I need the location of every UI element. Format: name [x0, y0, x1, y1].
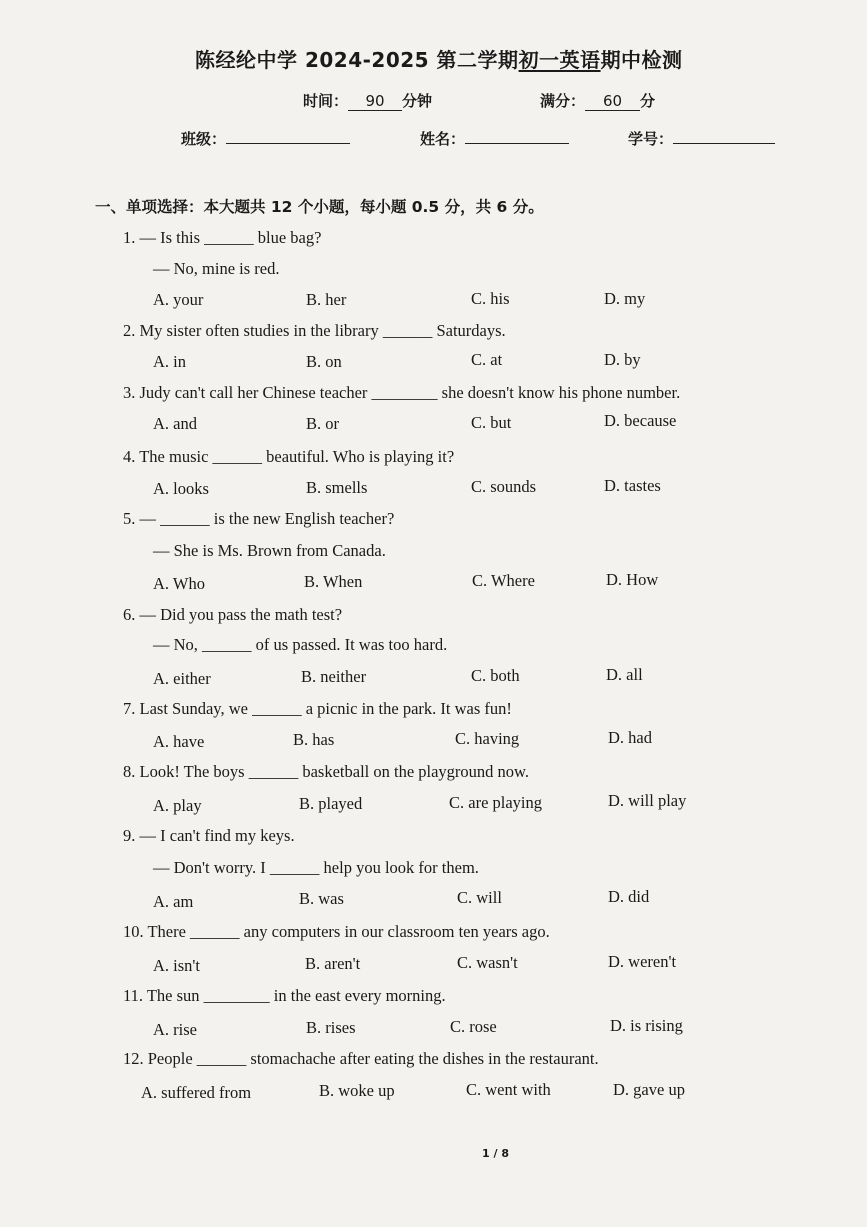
question-6-option-a: A. either: [153, 669, 211, 688]
question-3-option-b: B. or: [306, 414, 339, 433]
question-8-stem: 8. Look! The boys ______ basketball on the playground now.: [123, 762, 530, 781]
question-10-option-b: B. aren't: [305, 954, 361, 973]
score-unit: 分: [640, 92, 656, 110]
question-12-stem: 12. People ______ stomachache after eating the dishes in the restaurant.: [123, 1049, 599, 1068]
question-7-option-b: B. has: [293, 730, 335, 749]
question-9-option-c: C. will: [457, 888, 502, 907]
score-value: 60: [585, 92, 640, 111]
question-6-option-c: C. both: [471, 666, 520, 685]
question-5-reply: — She is Ms. Brown from Canada.: [153, 541, 386, 560]
question-7-option-c: C. having: [455, 729, 520, 748]
question-8-option-c: C. are playing: [449, 793, 543, 812]
question-4-stem: 4. The music ______ beautiful. Who is playing it?: [123, 447, 455, 466]
question-11-stem: 11. The sun ________ in the east every morning.: [123, 986, 446, 1005]
question-5-option-c: C. Where: [472, 571, 535, 590]
question-4-option-c: C. sounds: [471, 477, 537, 496]
question-1-reply: — No, mine is red.: [153, 259, 280, 278]
class-label: 班级：: [181, 130, 227, 148]
question-9-stem: 9. — I can't find my keys.: [123, 826, 295, 845]
question-10-stem: 10. There ______ any computers in our classroom ten years ago.: [123, 922, 550, 941]
question-12-option-a: A. suffered from: [141, 1083, 252, 1102]
time-field: [303, 90, 432, 111]
question-2-option-d: D. by: [604, 350, 641, 369]
question-9-option-d: D. did: [608, 887, 650, 906]
question-5-option-d: D. How: [606, 570, 659, 589]
question-2-option-b: B. on: [306, 352, 342, 371]
question-3-stem: 3. Judy can't call her Chinese teacher ________ she doesn't know his phone number.: [123, 383, 681, 402]
section-heading: 一、单项选择：本大题共 12 个小题，每小题 0.5 分，共 6 分。: [95, 198, 544, 216]
question-11-option-d: D. is rising: [610, 1016, 683, 1035]
question-5-stem: 5. — ______ is the new English teacher?: [123, 509, 395, 528]
title-school-term: 陈经纶中学 2024-2025 第二学期: [195, 48, 519, 72]
question-8-option-d: D. will play: [608, 791, 687, 810]
id-label: 学号：: [628, 130, 674, 148]
question-1-stem: 1. — Is this ______ blue bag?: [123, 228, 322, 247]
class-blank: [226, 129, 350, 144]
question-1-option-a: A. your: [153, 290, 204, 309]
name-blank: [465, 129, 569, 144]
name-label: 姓名：: [420, 130, 466, 148]
question-5-option-a: A. Who: [153, 574, 205, 593]
question-6-option-b: B. neither: [301, 667, 367, 686]
question-10-option-a: A. isn't: [153, 956, 200, 975]
question-3-option-a: A. and: [153, 414, 197, 433]
question-6-reply: — No, ______ of us passed. It was too hard.: [153, 635, 448, 654]
question-9-option-b: B. was: [299, 889, 344, 908]
question-9-reply: — Don't worry. I ______ help you look for them.: [153, 858, 479, 877]
question-2-option-a: A. in: [153, 352, 186, 371]
title-exam-type: 期中检测: [600, 48, 683, 72]
question-1-option-d: D. my: [604, 289, 646, 308]
question-7-option-a: A. have: [153, 732, 205, 751]
question-4-option-b: B. smells: [306, 478, 368, 497]
question-1-option-c: C. his: [471, 289, 510, 308]
question-7-stem: 7. Last Sunday, we ______ a picnic in the park. It was fun!: [123, 699, 512, 718]
question-2-stem: 2. My sister often studies in the library ______ Saturdays.: [123, 321, 506, 340]
time-label: 时间：: [303, 92, 349, 110]
question-10-option-d: D. weren't: [608, 952, 677, 971]
class-field: [181, 128, 350, 149]
question-12-option-c: C. went with: [466, 1080, 551, 1099]
question-7-option-d: D. had: [608, 728, 652, 747]
question-11-option-c: C. rose: [450, 1017, 497, 1036]
question-8-option-a: A. play: [153, 796, 202, 815]
question-10-option-c: C. wasn't: [457, 953, 518, 972]
page-number: 1 / 8: [482, 1147, 509, 1160]
question-4-option-a: A. looks: [153, 479, 209, 498]
time-unit: 分钟: [402, 92, 433, 110]
question-5-option-b: B. When: [304, 572, 363, 591]
exam-title: [195, 44, 683, 73]
question-9-option-a: A. am: [153, 892, 194, 911]
question-11-option-b: B. rises: [306, 1018, 356, 1037]
title-subject: 初一英语: [518, 48, 601, 72]
question-1-option-b: B. her: [306, 290, 347, 309]
score-field: [540, 90, 655, 111]
question-3-option-d: D. because: [604, 411, 677, 430]
id-blank: [673, 129, 775, 144]
score-label: 满分：: [540, 92, 586, 110]
question-12-option-d: D. gave up: [613, 1080, 685, 1099]
time-value: 90: [348, 92, 402, 111]
question-4-option-d: D. tastes: [604, 476, 661, 495]
question-2-option-c: C. at: [471, 350, 503, 369]
name-field: [420, 128, 569, 149]
question-6-option-d: D. all: [606, 665, 643, 684]
question-3-option-c: C. but: [471, 413, 512, 432]
question-11-option-a: A. rise: [153, 1020, 197, 1039]
question-8-option-b: B. played: [299, 794, 363, 813]
question-12-option-b: B. woke up: [319, 1081, 395, 1100]
question-6-stem: 6. — Did you pass the math test?: [123, 605, 343, 624]
id-field: [628, 128, 775, 149]
